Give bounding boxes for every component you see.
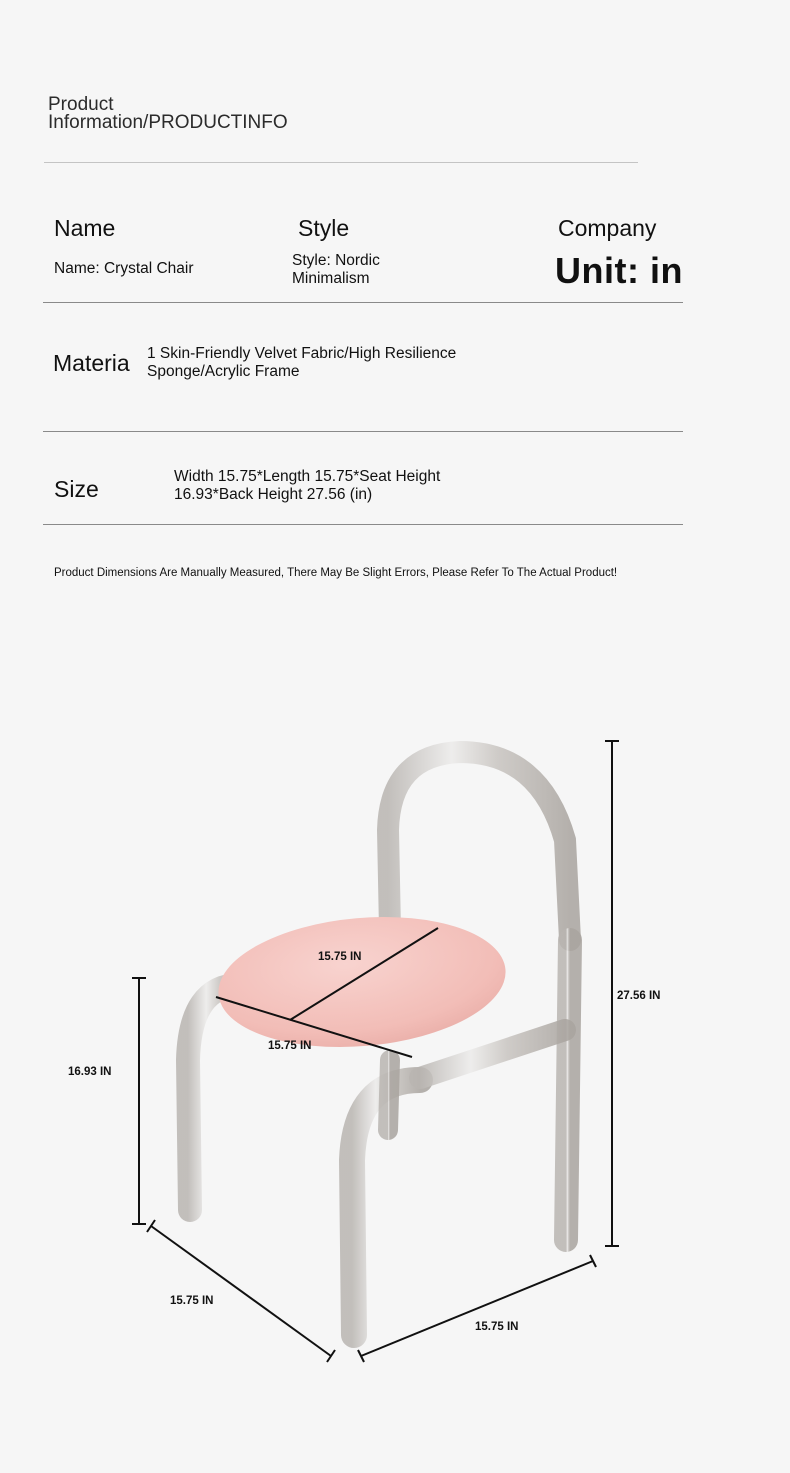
material-label: Materia (53, 350, 130, 376)
style-value-line-1: Style: Nordic (292, 252, 380, 269)
dimension-lines (132, 741, 619, 1362)
material-value-line-2: Sponge/Acrylic Frame (147, 363, 300, 380)
depth-line (361, 1261, 593, 1356)
seat-diameter-top-label: 15.75 IN (318, 951, 362, 963)
size-label: Size (54, 476, 99, 502)
name-value: Name: Crystal Chair (54, 260, 194, 277)
seat-diameter-bottom-label: 15.75 IN (268, 1040, 312, 1052)
seat-height-label: 16.93 IN (68, 1066, 112, 1078)
width-line (151, 1226, 331, 1356)
material-value-line-1: 1 Skin-Friendly Velvet Fabric/High Resilience (147, 345, 457, 362)
title-line-2: Information/PRODUCTINFO (48, 112, 288, 133)
back-height-label: 27.56 IN (617, 990, 661, 1002)
name-label: Name (54, 215, 116, 241)
size-value-line-1: Width 15.75*Length 15.75*Seat Height (174, 468, 441, 485)
title-line-1: Product (48, 94, 114, 115)
size-value-line-2: 16.93*Back Height 27.56 (in) (174, 486, 373, 503)
depth-label: 15.75 IN (475, 1321, 519, 1333)
style-value-line-2: Minimalism (292, 270, 370, 287)
unit-value: Unit: in (555, 250, 683, 291)
width-label: 15.75 IN (170, 1295, 214, 1307)
style-label: Style (298, 215, 350, 241)
company-label: Company (558, 215, 657, 241)
measurement-note: Product Dimensions Are Manually Measured, There May Be Slight Errors, Please Refer To The Actual Product! (54, 567, 618, 579)
chair-seat (213, 906, 511, 1059)
